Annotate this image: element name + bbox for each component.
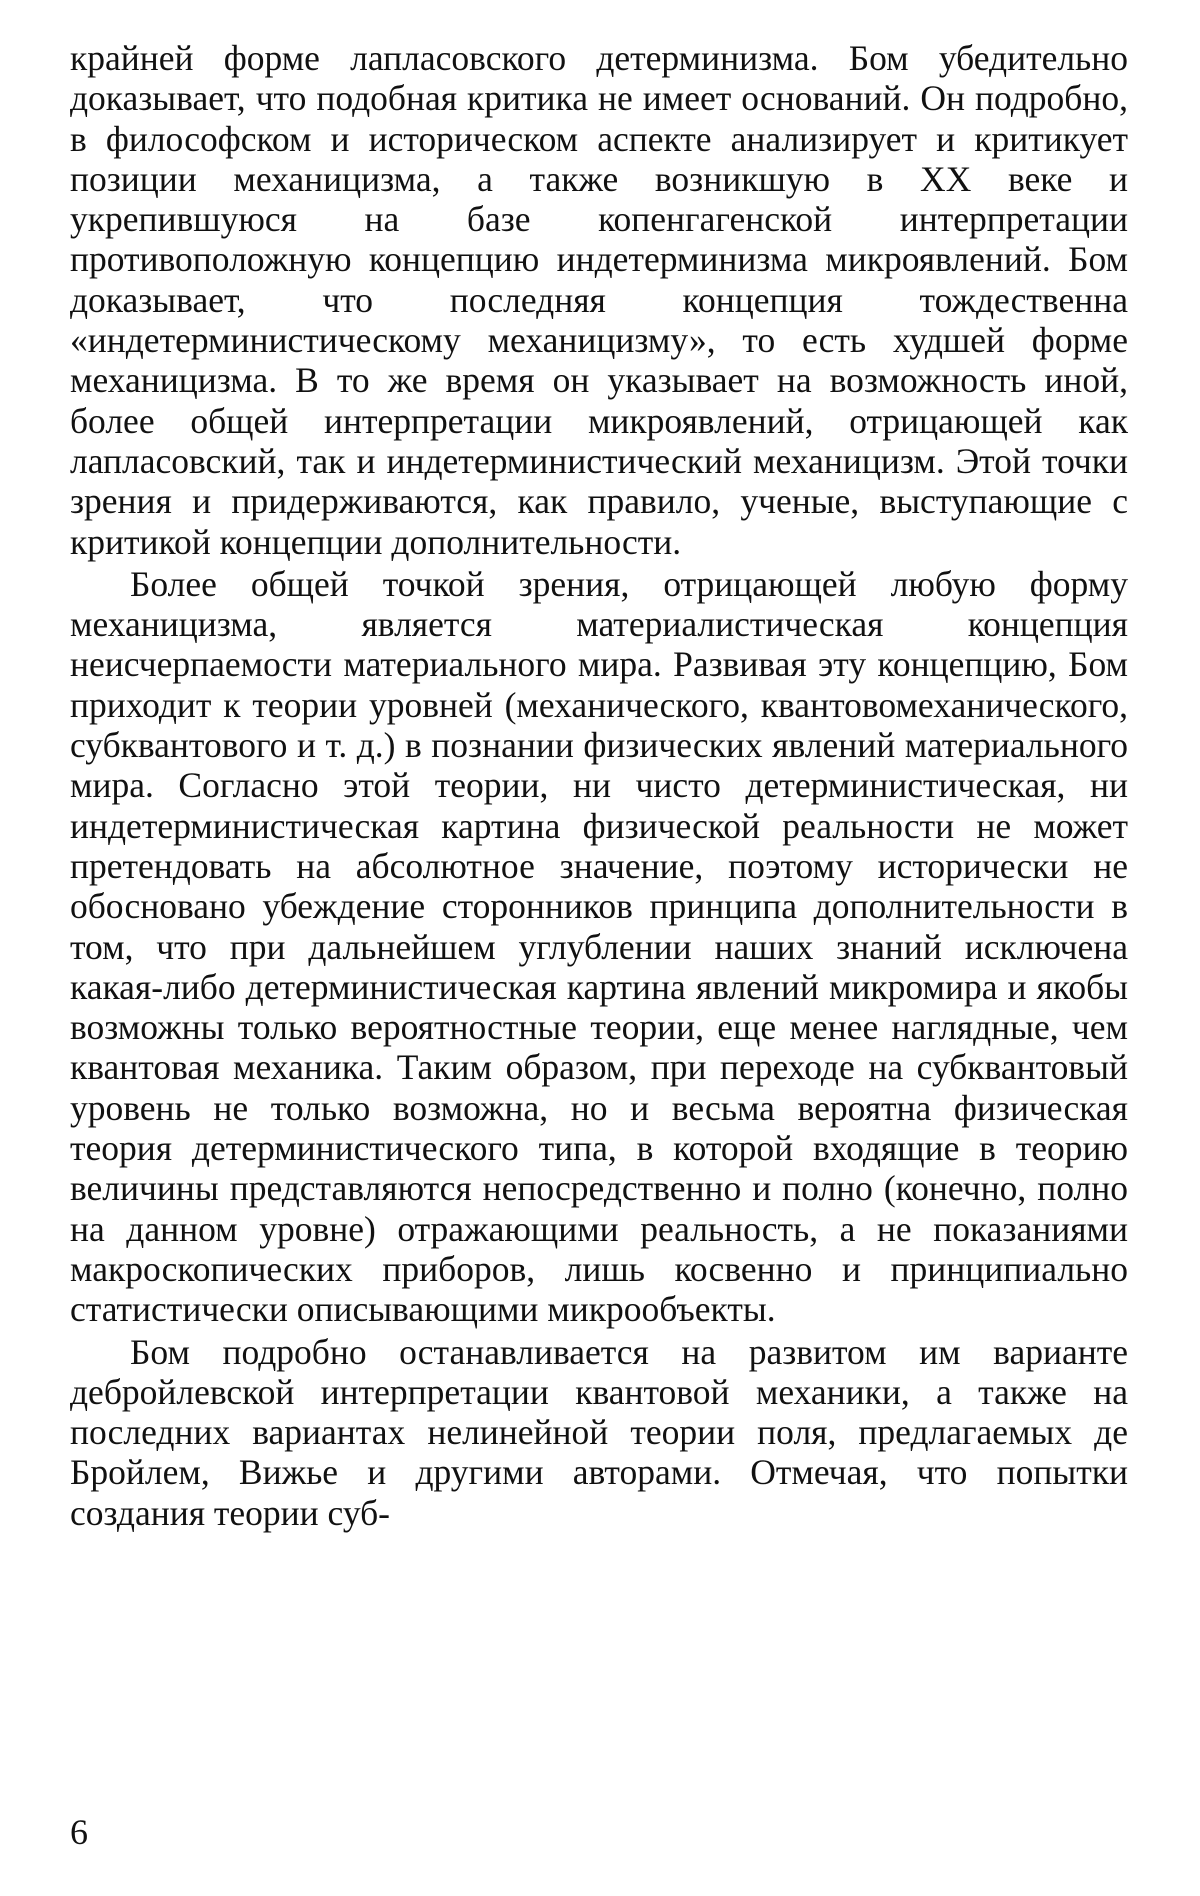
paragraph-1: крайней форме лапласовского детерминизма. Бом убедительно доказывает, что подобная критика не имеет оснований. Он подробно, в философском и историческом аспекте анализирует и критикует позиции механицизма, а также возникшую в XX веке и укрепившуюся на базе копенгагенской интерпретации противоположную концепцию индетерминизма микроявлений. Бом доказывает, что последняя концепция тождественна «индетерминистическому механицизму», то есть худшей форме механицизма. В то же время он указывает на возможность иной, более общей интерпретации микроявлений, отрицающей как лапласовский, так и индетерминистический механицизм. Этой точки зрения и придерживаются, как правило, ученые, выступающие с критикой концепции дополнительности. <box>70 38 1128 562</box>
body-text <box>70 38 1128 1533</box>
page-number: 6 <box>70 1812 88 1852</box>
paragraph-2: Более общей точкой зрения, отрицающей любую форму механицизма, является материалистическая концепция неисчерпаемости материального мира. Развивая эту концепцию, Бом приходит к теории уровней (механического, квантовомеханического, субквантового и т. д.) в познании физических явлений материального мира. Согласно этой теории, ни чисто детерминистическая, ни индетерминистическая картина физической реальности не может претендовать на абсолютное значение, поэтому исторически не обосновано убеждение сторонников принципа дополнительности в том, что при дальнейшем углублении наших знаний исключена какая-либо детерминистическая картина явлений микромира и якобы возможны только вероятностные теории, еще менее наглядные, чем квантовая механика. Таким образом, при переходе на субквантовый уровень не только возможна, но и весьма вероятна физическая теория детерминистического типа, в которой входящие в теорию величины представляются непосредственно и полно (конечно, полно на данном уровне) отражающими реальность, а не показаниями макроскопических приборов, лишь косвенно и принципиально статистически описывающими микрообъекты. <box>70 563 1128 1330</box>
paragraph-3: Бом подробно останавливается на развитом им варианте дебройлевской интерпретации квантовой механики, а также на последних вариантах нелинейной теории поля, предлагаемых де Бройлем, Вижье и другими авторами. Отмечая, что попытки создания теории суб- <box>70 1331 1128 1533</box>
